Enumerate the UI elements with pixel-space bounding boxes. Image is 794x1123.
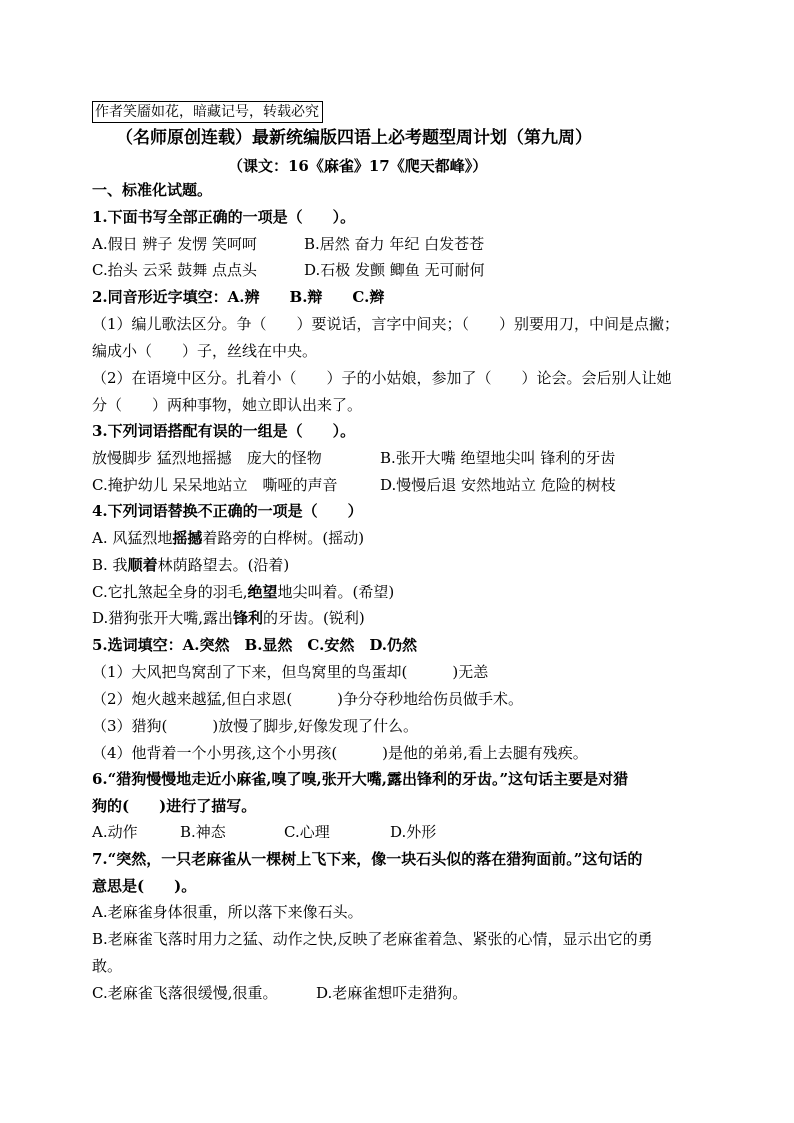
question-4-option-c-rest: 地尖叫着。(希望) — [277, 583, 395, 601]
question-4-option-d-text: D.猎狗张开大嘴,露出 — [92, 609, 234, 627]
question-4-option-d — [92, 608, 365, 628]
question-4-option-a-rest: 着路旁的白桦树。(摇动) — [202, 529, 365, 547]
section-heading: 一、标准化试题。 — [92, 181, 213, 199]
question-2-line-2: 编成小（ ）子，丝线在中央。 — [92, 342, 318, 360]
question-3-options-row-2 — [92, 475, 616, 495]
question-6-options — [92, 822, 436, 842]
question-3-stem: 3.下列词语搭配有误的一组是（ ）。 — [92, 422, 356, 440]
question-4-option-c-text: C.它扎煞起全身的羽毛, — [92, 583, 248, 601]
question-4-stem: 4.下列词语替换不正确的一项是（ ） — [92, 502, 363, 520]
question-4-option-b-text: B. 我 — [92, 556, 128, 574]
question-7-option-c: C.老麻雀飞落很缓慢,很重。 — [92, 984, 278, 1002]
question-5-line-3: （3）猎狗( )放慢了脚步,好像发现了什么。 — [92, 717, 419, 735]
question-2-stem: 2.同音形近字填空：A.辨 B.辩 C.辫 — [92, 288, 385, 306]
question-3-options-row-1 — [92, 448, 615, 468]
question-1-options-row-2 — [92, 260, 485, 280]
question-2-line-4: 分（ ）两种事物，她立即认出来了。 — [92, 396, 363, 414]
question-7-option-d: D.老麻雀想吓走猎狗。 — [316, 984, 468, 1002]
question-5-line-1: （1）大风把鸟窝刮了下来，但鸟窝里的鸟蛋却( )无恙 — [92, 663, 489, 681]
question-4-option-a-text: A. 风猛烈地 — [92, 529, 173, 547]
question-4-option-b-rest: 林荫路望去。(沿着) — [157, 556, 290, 574]
question-4-option-d-keyword: 锋利 — [233, 609, 264, 627]
question-4-option-b-keyword: 顺着 — [127, 556, 158, 574]
question-7-options-cd — [92, 983, 467, 1003]
question-6-option-a: A.动作 — [92, 823, 138, 841]
question-6-option-d: D.外形 — [390, 823, 437, 841]
copyright-notice: 作者笑靥如花，暗藏记号，转载必究 — [92, 101, 323, 123]
question-7-option-a: A.老麻雀身体很重，所以落下来像石头。 — [92, 903, 363, 921]
question-6-option-b: B.神态 — [180, 823, 226, 841]
question-1-options-row-1 — [92, 234, 484, 254]
question-1-option-c: C.抬头 云采 鼓舞 点点头 — [92, 261, 258, 279]
page-subtitle: （课文：16《麻雀》17《爬天都峰》） — [228, 157, 488, 175]
question-6-stem-line-2: 狗的( )进行了描写。 — [92, 797, 257, 815]
question-7-stem-line-1: 7.“突然，一只老麻雀从一棵树上飞下来，像一块石头似的落在猎狗面前。”这句话的 — [92, 850, 643, 868]
question-7-option-b-line-2: 敢。 — [92, 957, 123, 975]
question-3-option-d: D.慢慢后退 安然地站立 危险的树枝 — [380, 476, 616, 494]
question-3-option-a: 放慢脚步 猛烈地摇撼 庞大的怪物 — [92, 449, 322, 467]
question-4-option-c — [92, 582, 394, 602]
question-2-line-1: （1）编儿歌法区分。争（ ）要说话，言字中间夹；（ ）别要用刀，中间是点撇； — [92, 315, 680, 333]
question-1-option-d: D.石极 发颤 鲫鱼 无可耐何 — [304, 261, 485, 279]
question-4-option-d-rest: 的牙齿。(锐利) — [263, 609, 365, 627]
question-7-option-b-line-1: B.老麻雀飞落时用力之猛、动作之快,反映了老麻雀着急、紧张的心情，显示出它的勇 — [92, 930, 653, 948]
question-2-line-3: （2）在语境中区分。扎着小（ ）子的小姑娘，参加了（ ）论会。会后别人让她 — [92, 369, 672, 387]
question-4-option-c-keyword: 绝望 — [247, 583, 278, 601]
question-1-option-a: A.假日 辨子 发愣 笑呵呵 — [92, 235, 257, 253]
page-title: （名师原创连载）最新统编版四语上必考题型周计划（第九周） — [116, 128, 592, 148]
question-4-option-b — [92, 555, 289, 575]
question-5-line-2: （2）炮火越来越猛,但白求恩( )争分夺秒地给伤员做手术。 — [92, 690, 524, 708]
question-6-stem-line-1: 6.“猎狗慢慢地走近小麻雀,嗅了嗅,张开大嘴,露出锋利的牙齿。”这句话主要是对猎 — [92, 770, 629, 788]
question-7-stem-line-2: 意思是( )。 — [92, 877, 197, 895]
question-4-option-a-keyword: 摇撼 — [172, 529, 203, 547]
question-5-line-4: （4）他背着一个小男孩,这个小男孩( )是他的弟弟,看上去腿有残疾。 — [92, 744, 588, 762]
question-3-option-b: B.张开大嘴 绝望地尖叫 锋利的牙齿 — [380, 449, 616, 467]
question-1-option-b: B.居然 奋力 年纪 白发苍苍 — [304, 235, 485, 253]
question-5-stem: 5.选词填空：A.突然 B.显然 C.安然 D.仍然 — [92, 636, 418, 654]
question-1-stem: 1.下面书写全部正确的一项是（ ）。 — [92, 208, 356, 226]
question-4-option-a — [92, 528, 364, 548]
question-3-option-c: C.掩护幼儿 呆呆地站立 嘶哑的声音 — [92, 476, 338, 494]
question-6-option-c: C.心理 — [284, 823, 330, 841]
